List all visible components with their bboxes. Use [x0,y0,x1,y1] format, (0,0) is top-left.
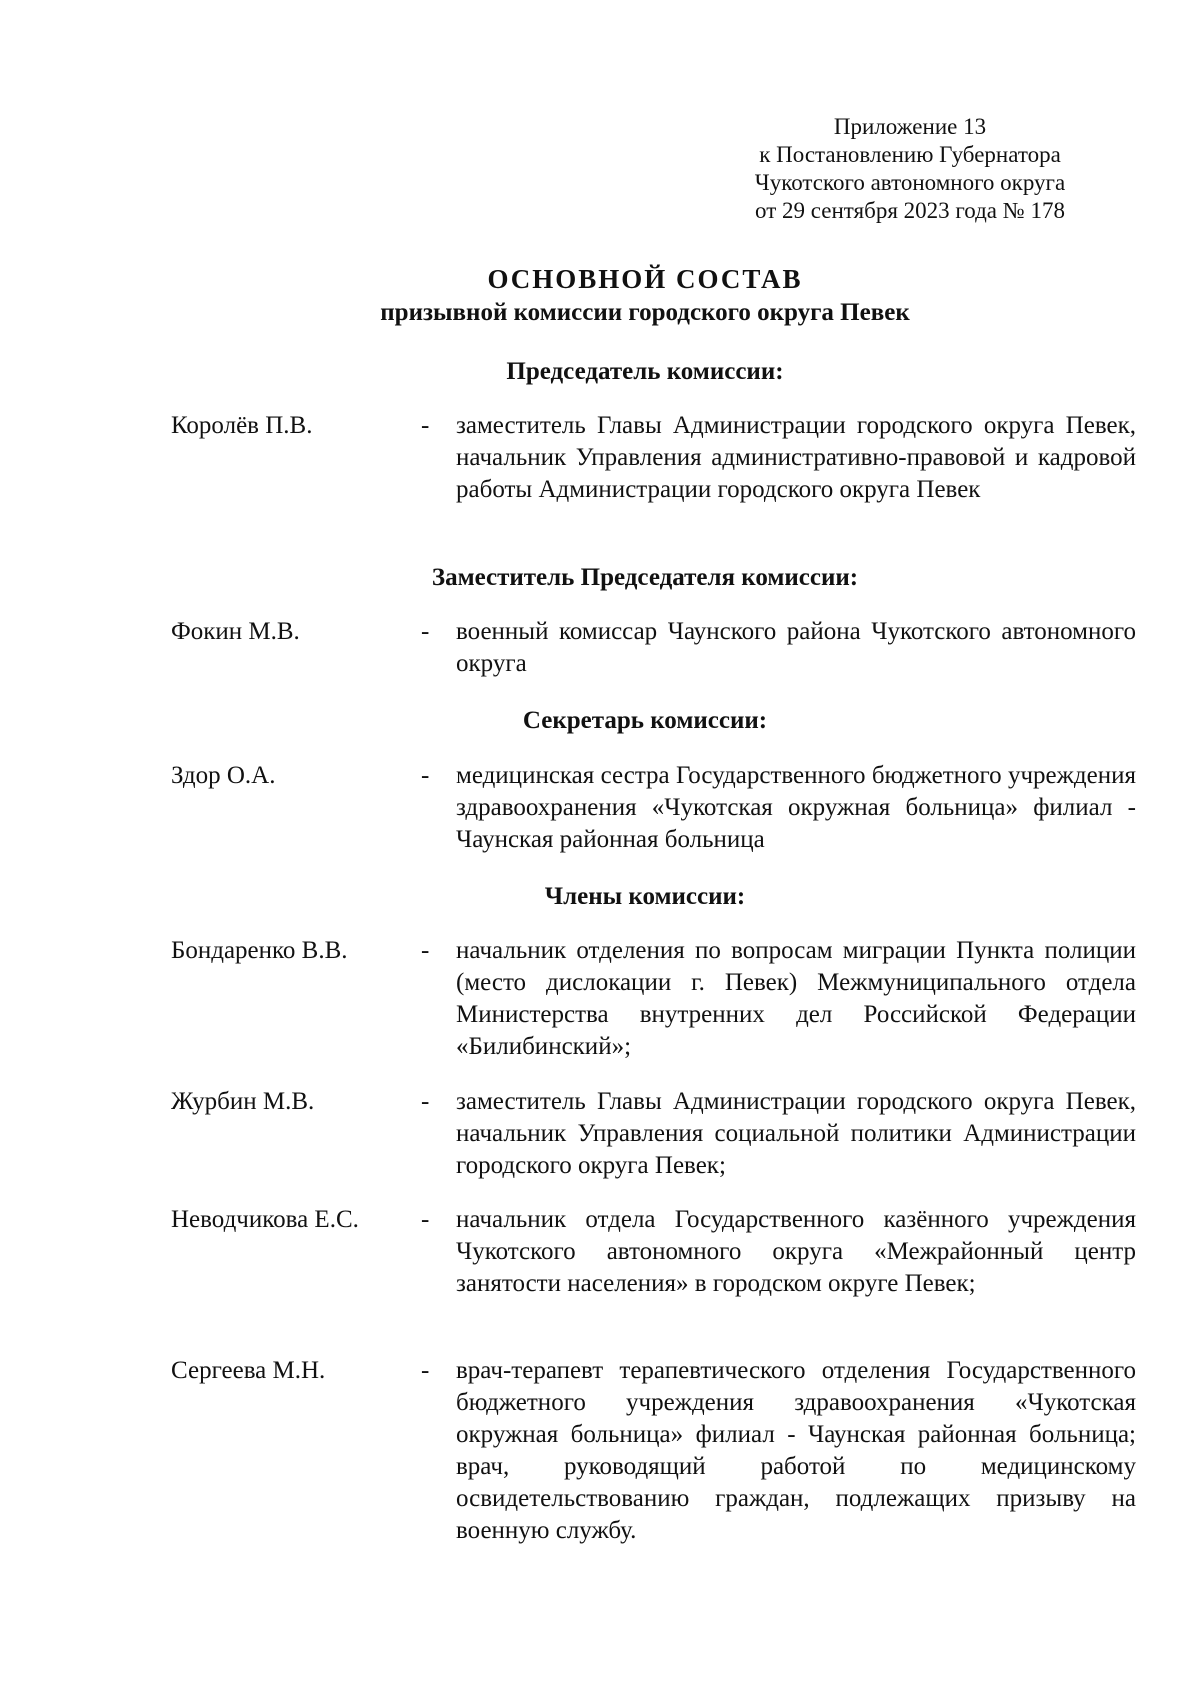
section-heading-chairman: Председатель комиссии: [506,358,784,385]
member-dash: - [421,762,430,789]
appendix-number: Приложение 13 [833,114,987,139]
member-dash: - [421,1206,430,1233]
member-position: врач-терапевт терапевтического отделения Государственного бюджетного учреждения здравоохранения «Чукотская окружная больница» филиал - Чаунская районная больница; врач, руководящий работой по медицинскому освидетельствованию граждан, подлежащих призыву на военную службу. [456,1357,1136,1544]
section-heading-secretary: Секретарь комиссии: [522,707,768,734]
member-position: начальник отдела Государственного казённого учреждения Чукотского автономного округа «Межрайонный центр занятости населения» в городском округе Певек; [456,1206,1136,1297]
member-position: заместитель Главы Администрации городского округа Певек, начальник Управления административно-правовой и кадровой работы Администрации городского округа Певек [456,412,1136,503]
member-dash: - [421,937,430,964]
member-position: военный комиссар Чаунского района Чукотского автономного округа [456,618,1136,677]
member-name: Сергеева М.Н. [171,1357,326,1384]
member-name: Королёв П.В. [171,412,313,439]
section-heading-members: Члены комиссии: [544,883,746,910]
member-position: медицинская сестра Государственного бюджетного учреждения здравоохранения «Чукотская окружная больница» филиал - Чаунская районная больница [456,762,1136,853]
appendix-decree: к Постановлению Губернатора [759,142,1061,167]
member-dash: - [421,1088,430,1115]
member-position: заместитель Главы Администрации городского округа Певек, начальник Управления социальной политики Администрации городского округа Певек; [456,1088,1136,1179]
section-heading-deputy: Заместитель Председателя комиссии: [431,564,859,591]
member-name: Здор О.А. [171,762,276,789]
member-dash: - [421,1357,430,1384]
member-name: Неводчикова Е.С. [171,1206,359,1233]
appendix-reference [700,113,1120,225]
member-dash: - [421,412,430,439]
appendix-region: Чукотского автономного округа [754,170,1066,195]
document-title: ОСНОВНОЙ СОСТАВ [487,264,803,294]
member-name: Журбин М.В. [171,1088,315,1115]
member-position: начальник отделения по вопросам миграции Пункта полиции (место дислокации г. Певек) Межмуниципального отдела Министерства внутренних дел Российской Федерации «Билибинский»; [456,937,1136,1060]
member-name: Фокин М.В. [171,618,300,645]
appendix-date: от 29 сентября 2023 года № 178 [755,198,1065,223]
document-subtitle: призывной комиссии городского округа Певек [380,299,910,326]
member-name: Бондаренко В.В. [171,937,348,964]
member-dash: - [421,618,430,645]
